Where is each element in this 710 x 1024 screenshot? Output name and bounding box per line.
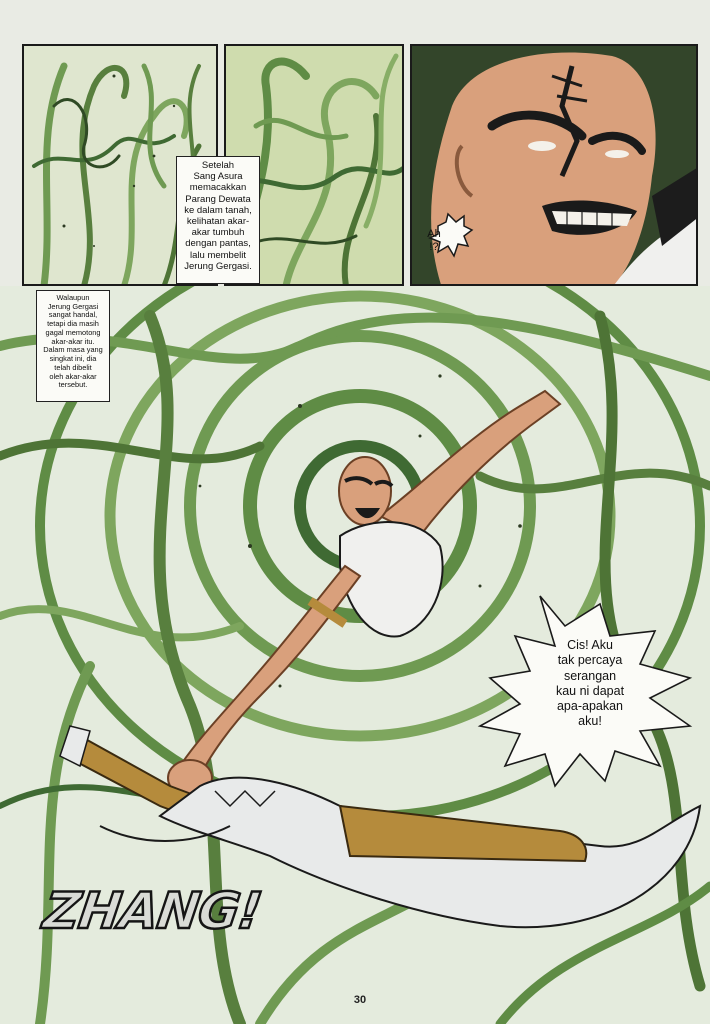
panel-3-face-closeup — [410, 44, 698, 286]
warrior-face-illustration — [412, 46, 698, 286]
narration-caption-2: Walaupun Jerung Gergasi sangat handal, tetapi dia masih gagal memotong akar-akar itu. Dalam masa yang singkat ini, dia telah dibelit oleh akar-akar tersebut. — [36, 290, 110, 402]
page-number: 30 — [353, 994, 367, 1006]
zhang-sound-effect: ZHANG! — [39, 882, 265, 940]
ah-balloon-text: Ah !? — [427, 228, 441, 254]
cis-balloon-text: Cis! Aku tak percaya serangan kau ni dapat apa-apakan aku! — [555, 638, 625, 729]
narration-caption-1: Setelah Sang Asura memacakkan Parang Dewata ke dalam tanah, kelihatan akar- akar tumbuh dengan pantas, lalu membelit Jerung Gergasi. — [176, 156, 260, 284]
